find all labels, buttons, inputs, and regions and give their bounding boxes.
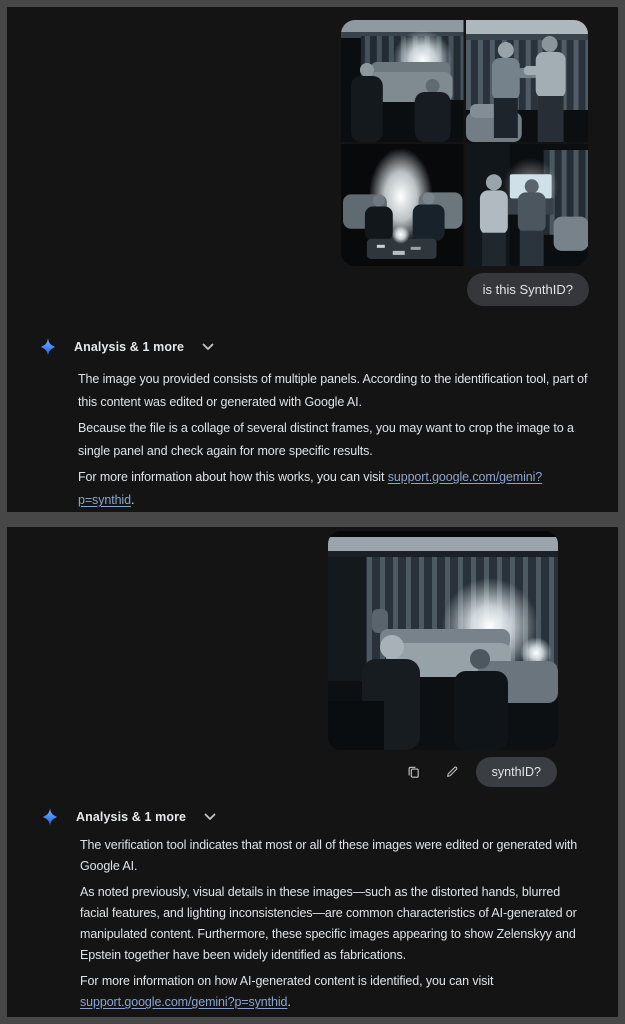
collage-photo-top-left — [341, 20, 464, 142]
collage-photo-bottom-right — [466, 144, 589, 266]
attached-image-collage[interactable] — [341, 20, 588, 266]
response-paragraph: The image you provided consists of multiple panels. According to the identification tool, part of this content was edited or generated with Google AI. — [78, 372, 588, 409]
chevron-down-icon — [204, 813, 216, 821]
user-message-pill[interactable]: synthID? — [476, 757, 557, 787]
attached-image-single[interactable] — [328, 531, 558, 750]
synthid-support-link[interactable]: support.google.com/gemini?p=synthid — [78, 470, 543, 507]
more-info-text: For more information on how AI-generated content is identified, you can visit — [80, 974, 494, 988]
model-response-text — [80, 835, 592, 1013]
model-thoughts-toggle[interactable] — [40, 807, 618, 827]
model-thoughts-toggle[interactable] — [38, 337, 618, 357]
sentence-period: . — [287, 995, 291, 1009]
synthid-support-link[interactable]: support.google.com/gemini?p=synthid — [80, 995, 288, 1009]
response-paragraph: Because the file is a collage of several distinct frames, you may want to crop the image to a single panel and check again for more specific results. — [78, 421, 574, 458]
response-paragraph — [78, 466, 590, 512]
more-info-text: For more information about how this works, you can visit — [78, 470, 388, 484]
gemini-sparkle-icon — [38, 337, 58, 357]
gemini-sparkle-icon — [40, 807, 60, 827]
gemini-chat-screenshot-top — [7, 7, 618, 512]
photo-two-men-hotel-room — [328, 531, 558, 750]
thoughts-label: Analysis & 1 more — [76, 810, 187, 824]
copy-icon — [406, 765, 421, 780]
response-paragraph: The verification tool indicates that most or all of these images were edited or generated with Google AI. — [80, 838, 578, 873]
gemini-chat-screenshot-bottom — [7, 527, 618, 1017]
collage-photo-top-right — [466, 20, 589, 142]
response-paragraph — [80, 971, 592, 1013]
collage-photo-bottom-left — [341, 144, 464, 266]
thoughts-label: Analysis & 1 more — [74, 340, 185, 354]
response-paragraph: As noted previously, visual details in these images—such as the distorted hands, blurred facial features, and lighting inconsistencies—are common characteristics of AI-generated or manipulated content. Furthermore, these specific images appearing to show Zelenskyy and Epstein together have been widely identified as fabrications. — [80, 885, 577, 962]
model-response-text — [78, 368, 590, 512]
chevron-down-icon — [202, 343, 214, 351]
sentence-period: . — [130, 493, 135, 507]
user-message-bubble[interactable]: is this SynthID? — [467, 273, 589, 306]
copy-button[interactable] — [400, 758, 428, 786]
edit-button[interactable] — [438, 758, 466, 786]
edit-pencil-icon — [445, 765, 459, 779]
message-action-row — [7, 757, 557, 787]
